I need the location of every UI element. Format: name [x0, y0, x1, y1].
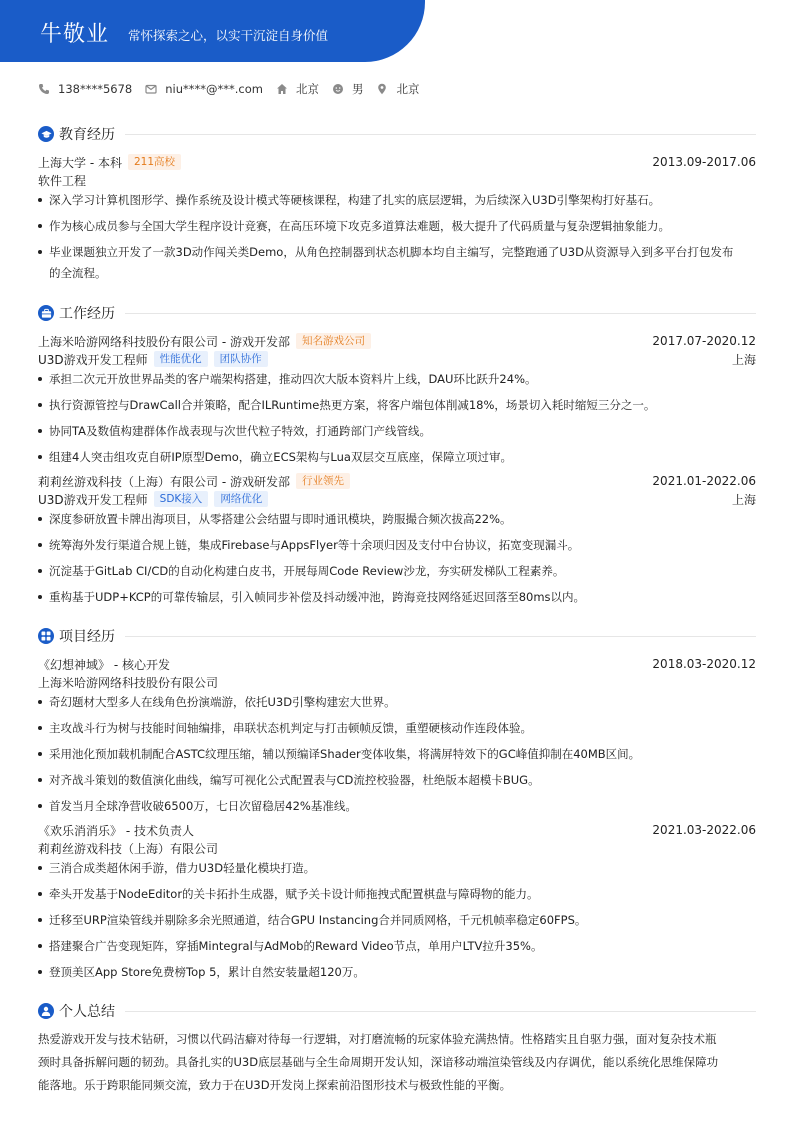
section-divider	[125, 134, 756, 135]
company-tag: 知名游戏公司	[296, 333, 371, 349]
summary-line: 能落地。乐于跨职能同频交流，致力于在U3D开发岗上探索前沿图形技术与极致性能的平衡。	[38, 1078, 512, 1092]
project-bullet: 迁移至URP渲染管线并剔除多余光照通道，结合GPU Instancing合并同质网格，千元机帧率稳定60FPS。	[38, 907, 756, 933]
job-role: U3D游戏开发工程师	[38, 352, 148, 367]
education-bullet: 作为核心成员参与全国大学生程序设计竞赛，在高压环境下攻克多道算法难题，极大提升了代码质量与复杂逻辑抽象能力。	[38, 213, 756, 239]
project-name: 《欢乐消消乐》 - 技术负责人	[38, 823, 194, 838]
skill-tag: 团队协作	[214, 351, 268, 367]
education-bullet: 深入学习计算机图形学、操作系统及设计模式等硬核课程，构建了扎实的底层逻辑，为后续深入U3D引擎架构打好基石。	[38, 187, 756, 213]
job-bullet: 重构基于UDP+KCP的可靠传输层，引入帧同步补偿及抖动缓冲池，跨海竞技网络延迟回落至80ms以内。	[38, 584, 756, 610]
job-date: 2021.01-2022.06	[652, 474, 756, 488]
project-bullet: 对齐战斗策划的数值演化曲线，编写可视化公式配置表与CD流控校验器，杜绝版本超模卡BUG。	[38, 767, 756, 793]
job-bullet: 组建4人突击组攻克自研IP原型Demo，确立ECS架构与Lua双层交互底座，保障立项过审。	[38, 444, 756, 470]
skill-tag: SDK接入	[154, 491, 209, 507]
project-bullet: 登顶美区App Store免费榜Top 5，累计自然安装量超120万。	[38, 959, 756, 985]
job-role: U3D游戏开发工程师	[38, 492, 148, 507]
email-text: niu****@***.com	[165, 82, 263, 96]
job-header-row	[38, 332, 756, 350]
mail-icon	[145, 83, 157, 95]
phone-icon	[38, 83, 50, 95]
contact-hometown	[276, 81, 319, 97]
project-bullet: 首发当月全球净营收破6500万，七日次留稳居42%基准线。	[38, 793, 756, 819]
job-bullet: 协同TA及数值构建群体作战表现与次世代粒子特效，打通跨部门产线管线。	[38, 418, 756, 444]
project-bullet: 采用池化预加载机制配合ASTC纹理压缩，辅以预编译Shader变体收集，将满屏特效下的GC峰值抑制在40MB区间。	[38, 741, 756, 767]
job-bullet: 深度参研放置卡牌出海项目，从零搭建公会结盟与即时通讯模块，跨服撮合频次拔高22%。	[38, 506, 756, 532]
job-date: 2017.07-2020.12	[652, 334, 756, 348]
section-divider	[125, 1011, 756, 1012]
person-icon	[38, 1003, 54, 1019]
section-title-text: 项目经历	[59, 629, 115, 645]
skill-tag: 网络优化	[214, 491, 268, 507]
section-title-text: 工作经历	[59, 306, 115, 322]
project-company: 上海米哈游网络科技股份有限公司	[38, 675, 219, 690]
candidate-name: 牛敬业	[40, 22, 110, 47]
skill-tag: 性能优化	[154, 351, 208, 367]
job-header-row	[38, 472, 756, 490]
section-title-text: 教育经历	[59, 127, 115, 143]
project-date: 2018.03-2020.12	[652, 657, 756, 671]
section-summary-title	[38, 1001, 756, 1021]
graduation-cap-icon	[38, 126, 54, 142]
job-city: 上海	[731, 492, 756, 507]
school-tag: 211高校	[128, 154, 181, 170]
job-company: 莉莉丝游戏科技（上海）有限公司 - 游戏研发部	[38, 474, 290, 489]
section-divider	[125, 636, 756, 637]
motto: 常怀探索之心，以实干沉淀自身价值	[128, 28, 329, 43]
education-bullet: 毕业课题独立开发了一款3D动作闯关类Demo，从角色控制器到状态机脚本均自主编写，完整跑通了U3D从资源导入到多平台打包发布	[38, 239, 756, 265]
location-text: 北京	[396, 82, 420, 96]
section-work-title	[38, 303, 756, 323]
project-company: 莉莉丝游戏科技（上海）有限公司	[38, 841, 219, 856]
hometown-text: 北京	[295, 82, 319, 96]
contact-phone	[38, 82, 132, 96]
summary-line: 热爱游戏开发与技术钻研，习惯以代码洁癖对待每一行逻辑，对打磨流畅的玩家体验充满热情。性格踏实且自驱力强，面对复杂技术瓶	[38, 1032, 717, 1046]
company-tag: 行业领先	[296, 473, 350, 489]
project-name: 《幻想神域》 - 核心开发	[38, 657, 170, 672]
briefcase-icon	[38, 305, 54, 321]
grid-apps-icon	[38, 628, 54, 644]
school-name: 上海大学 - 本科	[38, 155, 122, 170]
location-pin-icon	[376, 83, 388, 95]
job-city: 上海	[731, 352, 756, 367]
gender-text: 男	[351, 82, 364, 96]
project-bullet: 主攻战斗行为树与技能时间轴编排，串联状态机判定与打击顿帧反馈，重塑硬核动作连段体验。	[38, 715, 756, 741]
project-header-row	[38, 655, 756, 673]
project-date: 2021.03-2022.06	[652, 823, 756, 837]
section-projects-title	[38, 626, 756, 646]
education-date: 2013.09-2017.06	[652, 155, 756, 169]
job-bullet: 执行资源管控与DrawCall合并策略，配合ILRuntime热更方案，将客户端包体削减18%，场景切入耗时缩短三分之一。	[38, 392, 756, 418]
education-bullet-continuation: 的全流程。	[49, 266, 107, 280]
contact-email	[145, 82, 263, 96]
phone-text: 138****5678	[58, 82, 133, 96]
user-icon	[332, 83, 344, 95]
job-bullet: 承担二次元开放世界品类的客户端架构搭建，推动四次大版本资料片上线，DAU环比跃升24%。	[38, 366, 756, 392]
section-title-text: 个人总结	[59, 1004, 115, 1020]
project-bullet: 三消合成类超休闲手游，借力U3D轻量化模块打造。	[38, 855, 756, 881]
project-header-row	[38, 821, 756, 839]
contact-location	[376, 81, 419, 97]
contact-bar	[38, 80, 432, 98]
job-bullet: 统筹海外发行渠道合规上链，集成Firebase与AppsFlyer等十余项归因及支付中台协议，拓宽变现漏斗。	[38, 532, 756, 558]
home-icon	[276, 83, 288, 95]
project-bullet: 奇幻题材大型多人在线角色扮演端游，依托U3D引擎构建宏大世界。	[38, 689, 756, 715]
contact-gender	[332, 81, 364, 97]
project-bullet: 搭建聚合广告变现矩阵，穿插Mintegral与AdMob的Reward Video节点，单用户LTV拉升35%。	[38, 933, 756, 959]
major: 软件工程	[38, 173, 87, 188]
job-bullet: 沉淀基于GitLab CI/CD的自动化构建白皮书，开展每周Code Review沙龙，夯实研发梯队工程素养。	[38, 558, 756, 584]
project-bullet: 牵头开发基于NodeEditor的关卡拓扑生成器，赋予关卡设计师拖拽式配置棋盘与障碍物的能力。	[38, 881, 756, 907]
summary-line: 颈时具备拆解问题的韧劲。具备扎实的U3D底层基础与全生命周期开发认知，深谙移动端渲染管线及内存调优，能以系统化思维保障功	[38, 1055, 719, 1069]
job-company: 上海米哈游网络科技股份有限公司 - 游戏开发部	[38, 334, 290, 349]
section-education-title	[38, 124, 756, 144]
education-header-row	[38, 153, 756, 171]
section-divider	[125, 313, 756, 314]
